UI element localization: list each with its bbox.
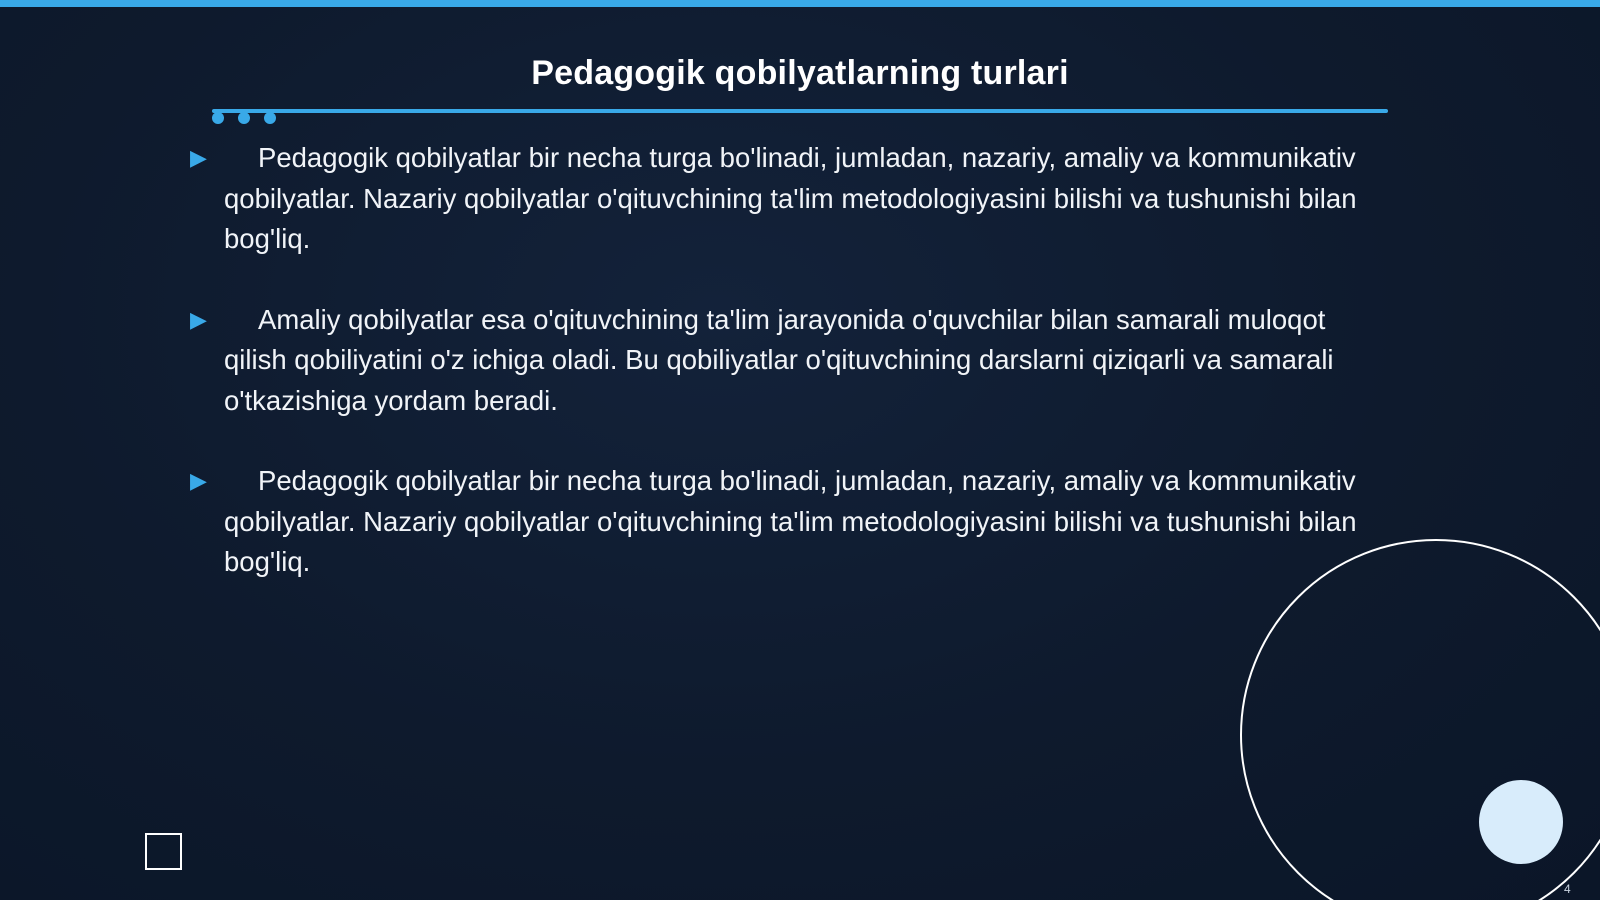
slide-title: Pedagogik qobilyatlarning turlari	[531, 54, 1069, 92]
page-number: 4	[1564, 882, 1571, 896]
list-item	[190, 300, 1364, 422]
title-dots	[212, 112, 282, 126]
top-accent-bar	[0, 0, 1600, 7]
triangle-right-icon: ▶	[190, 145, 207, 170]
list-item	[190, 138, 1364, 260]
title-underline	[212, 109, 1388, 113]
bullet-text: Pedagogik qobilyatlar bir necha turga bo'linadi, jumladan, nazariy, amaliy va kommunikativ qobilyatlar. Nazariy qobilyatlar o'qituvchining ta'lim metodologiyasini bilishi va tushunishi bilan bog'liq.	[224, 142, 1357, 254]
triangle-right-icon: ▶	[190, 306, 207, 332]
title-dot	[264, 112, 276, 124]
decorative-circle	[1479, 780, 1563, 864]
list-item	[190, 461, 1364, 583]
square-outline-icon	[145, 833, 182, 870]
bullet-list	[190, 138, 1364, 623]
triangle-right-icon: ▶	[190, 468, 207, 493]
title-dot	[238, 112, 250, 124]
title-dot	[212, 112, 224, 124]
bullet-text: Pedagogik qobilyatlar bir necha turga bo'linadi, jumladan, nazariy, amaliy va kommunikativ qobilyatlar. Nazariy qobilyatlar o'qituvchining ta'lim metodologiyasini bilishi va tushunishi bilan bog'liq.	[224, 465, 1357, 577]
bullet-text: Amaliy qobilyatlar esa o'qituvchining ta'lim jarayonida o'quvchilar bilan samarali muloqot qilish qobiliyatini o'z ichiga oladi. Bu qobiliyatlar o'qituvchining darslarni qiziqarli va samarali o'tkazishiga yordam beradi.	[224, 303, 1334, 416]
